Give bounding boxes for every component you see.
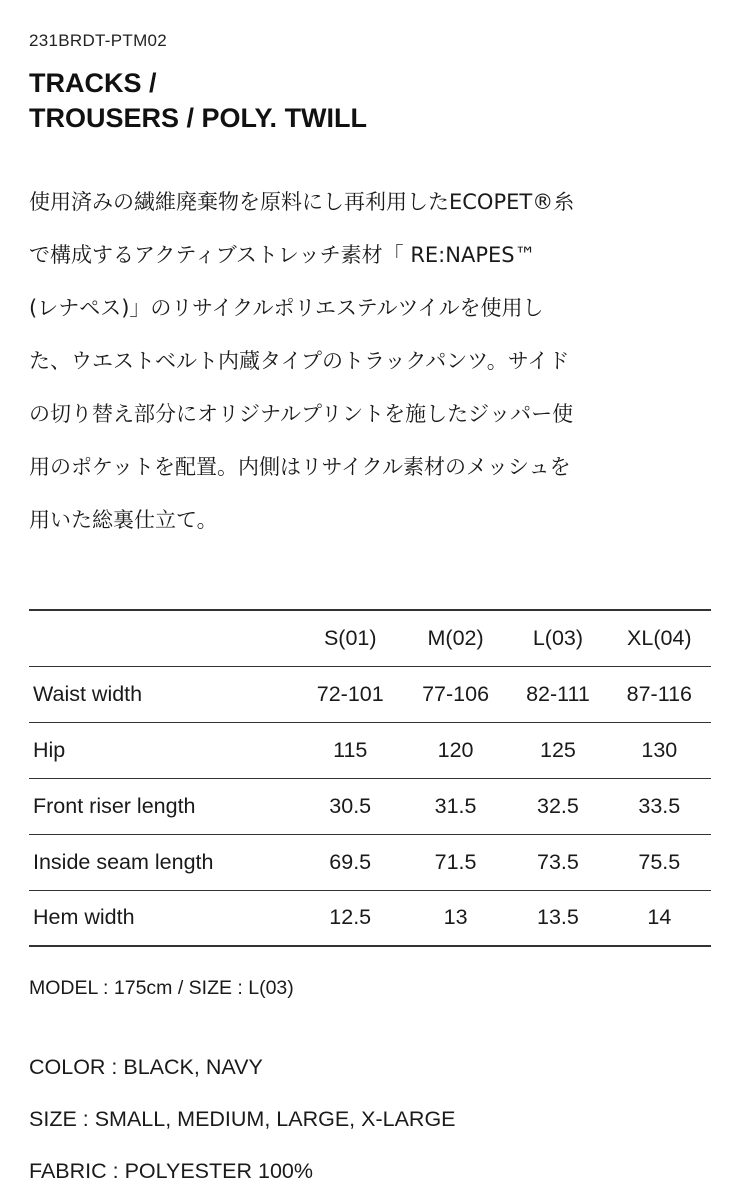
row-label: Hip: [33, 737, 66, 762]
table-cell: 120: [437, 737, 474, 762]
table-cell: 13: [443, 905, 468, 930]
table-cell: 33.5: [638, 793, 681, 818]
table-cell: 125: [540, 737, 576, 762]
model-info: MODEL : 175cm / SIZE : L(03): [29, 977, 294, 999]
table-cell: 32.5: [537, 793, 579, 818]
description-line: 用のポケットを配置。内側はリサイクル素材のメッシュを: [29, 455, 571, 479]
header-cell-s: S(01): [323, 625, 377, 650]
header-cell-l: L(03): [532, 625, 584, 650]
table-cell: 73.5: [537, 849, 579, 874]
table-cell: 77-106: [422, 681, 490, 706]
table-cell: 30.5: [329, 793, 372, 818]
description-line: (レナペス)」のリサイクルポリエステルツイルを使用し: [29, 296, 544, 320]
table-cell: 82-111: [526, 681, 590, 706]
product-title-line-2: TROUSERS / POLY. TWILL: [29, 103, 368, 133]
table-cell: 14: [647, 905, 672, 930]
product-description: [29, 176, 711, 547]
table-cell: 71.5: [434, 849, 477, 874]
table-cell: 87-116: [626, 681, 692, 706]
table-cell: 130: [641, 737, 678, 762]
table-cell: 72-101: [316, 681, 384, 706]
header-cell-xl: XL(04): [627, 625, 692, 650]
row-label: Waist width: [33, 681, 143, 706]
row-label: Front riser length: [33, 793, 196, 818]
size-spec: SIZE : SMALL, MEDIUM, LARGE, X-LARGE: [29, 1107, 456, 1131]
fabric-spec: FABRIC : POLYESTER 100%: [29, 1159, 313, 1183]
description-line: た、ウエストベルト内蔵タイプのトラックパンツ。サイド: [29, 349, 570, 373]
description-line: 用いた総裏仕立て。: [29, 508, 218, 532]
description-line: 使用済みの繊維廃棄物を原料にし再利用したECOPET®糸: [29, 190, 575, 214]
header-cell-m: M(02): [427, 625, 484, 650]
table-row: [29, 890, 711, 946]
product-code: 231BRDT-PTM02: [29, 31, 168, 50]
table-row: [29, 834, 711, 890]
row-label: Hem width: [33, 905, 135, 930]
table-cell: 115: [333, 737, 368, 762]
product-title: [29, 66, 367, 136]
table-cell: 75.5: [638, 849, 681, 874]
table-cell: 69.5: [329, 849, 372, 874]
description-line: の切り替え部分にオリジナルプリントを施したジッパー使: [29, 402, 574, 426]
size-table-header: [29, 610, 711, 666]
table-row: [29, 778, 711, 834]
table-cell: 13.5: [537, 905, 579, 930]
table-cell: 12.5: [329, 905, 372, 930]
table-row: [29, 666, 711, 722]
size-table: [29, 609, 711, 947]
header-cell-empty: [29, 610, 298, 666]
table-row: [29, 722, 711, 778]
description-line: で構成するアクティブストレッチ素材「 RE:NAPES™: [29, 243, 536, 267]
color-spec: COLOR : BLACK, NAVY: [29, 1055, 263, 1079]
row-label: Inside seam length: [33, 849, 214, 874]
table-cell: 31.5: [434, 793, 477, 818]
product-title-line-1: TRACKS /: [29, 68, 157, 98]
